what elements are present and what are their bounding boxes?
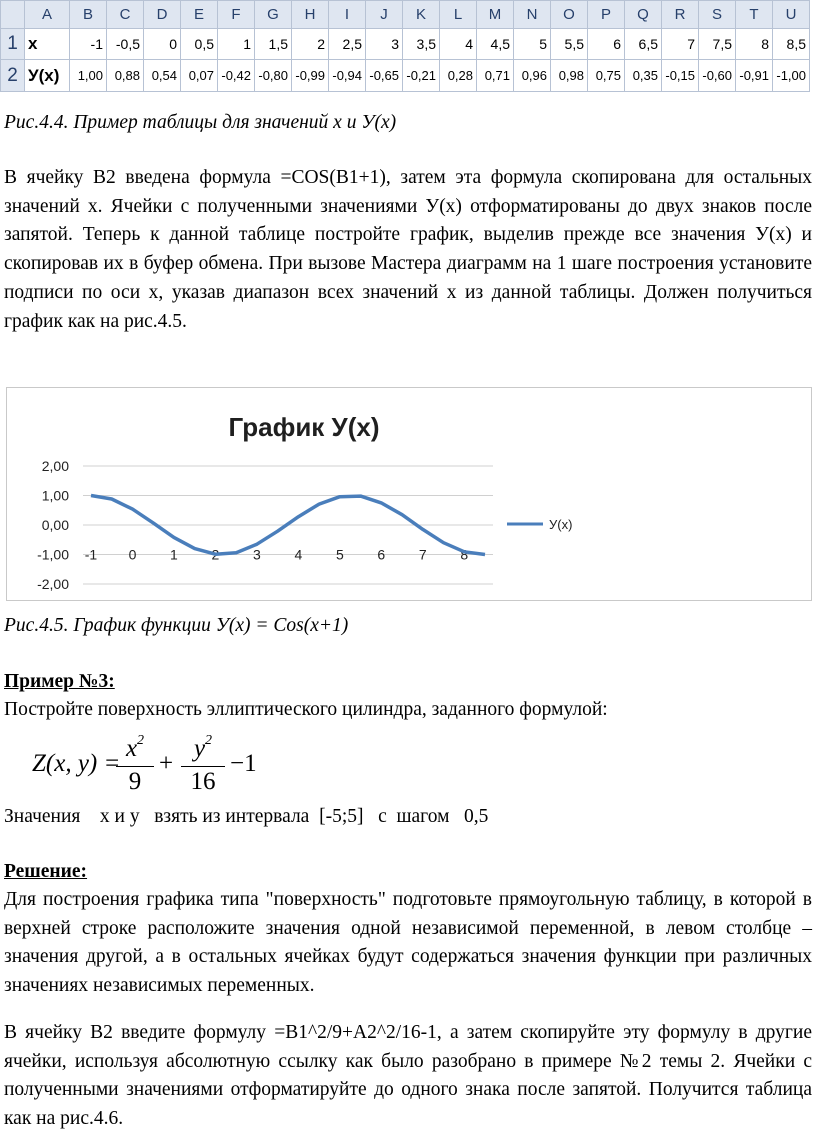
formula-num-y: y xyxy=(193,735,206,762)
legend-label: У(х) xyxy=(549,517,573,532)
formula-den-y: 16 xyxy=(190,768,216,795)
column-header-d[interactable]: D xyxy=(144,1,181,29)
cell-value[interactable]: 0,5 xyxy=(181,29,218,60)
x-tick-label: 1 xyxy=(170,546,178,563)
x-tick-label: 6 xyxy=(377,546,386,563)
cell-value[interactable]: 3,5 xyxy=(403,29,440,60)
cell-value[interactable]: 4 xyxy=(440,29,477,60)
x-tick-label: 0 xyxy=(128,546,137,563)
y-tick-label: 2,00 xyxy=(41,458,69,474)
column-header-b[interactable]: B xyxy=(70,1,107,29)
column-header-s[interactable]: S xyxy=(699,1,736,29)
cell-value[interactable]: -0,5 xyxy=(107,29,144,60)
example-heading: Пример №3: xyxy=(4,671,115,692)
column-header-f[interactable]: F xyxy=(218,1,255,29)
cell-value[interactable]: 5 xyxy=(514,29,551,60)
cell-value[interactable]: 8,5 xyxy=(773,29,810,60)
cell-value[interactable]: 0,28 xyxy=(440,60,477,92)
column-header-o[interactable]: O xyxy=(551,1,588,29)
cell-value[interactable]: 1,5 xyxy=(255,29,292,60)
cell-label[interactable]: x xyxy=(25,29,70,60)
chart-legend xyxy=(507,517,572,532)
column-header-q[interactable]: Q xyxy=(625,1,662,29)
column-header-c[interactable]: C xyxy=(107,1,144,29)
row-header-1[interactable]: 1 xyxy=(1,29,25,60)
formula-den-x: 9 xyxy=(128,768,142,795)
sheet-row-2 xyxy=(1,60,810,92)
values-interval-line: Значения х и у взять из интервала [-5;5] с шагом 0,5 xyxy=(4,806,489,827)
spreadsheet-grid xyxy=(0,0,810,92)
ellipse-formula xyxy=(32,733,312,799)
formula-exp-y: 2 xyxy=(205,733,213,748)
formula-minus-one: −1 xyxy=(230,750,257,777)
column-header-g[interactable]: G xyxy=(255,1,292,29)
chart-title: График У(х) xyxy=(228,412,380,442)
formula-plus: + xyxy=(159,750,174,777)
formula-exp-x: 2 xyxy=(137,733,145,748)
column-header-l[interactable]: L xyxy=(440,1,477,29)
paragraph-formula-copy: В ячейку В2 введите формулу =B1^2/9+A2^2/16-1, а затем скопируйте эту формулу в другие ячейки, используя абсолютную ссылку как было разобрано в примере №2 темы 2. Ячейки с полученными значениями отформатируйте до одного знака после запятой. Получится таблица как на рис.4.6. xyxy=(4,1022,812,1130)
sheet-row-1 xyxy=(1,29,810,60)
column-header-h[interactable]: H xyxy=(292,1,329,29)
figure-caption-4-4: Рис.4.4. Пример таблицы для значений х и У(х) xyxy=(4,112,397,133)
column-header-r[interactable]: R xyxy=(662,1,699,29)
cell-value[interactable]: 0,98 xyxy=(551,60,588,92)
cell-value[interactable]: -0,80 xyxy=(255,60,292,92)
x-tick-label: -1 xyxy=(84,546,98,563)
line-chart xyxy=(7,388,811,600)
cell-value[interactable]: -0,60 xyxy=(699,60,736,92)
figure-caption-4-5: Рис.4.5. График функции У(х) = Cos(х+1) xyxy=(4,615,349,636)
cell-value[interactable]: -0,15 xyxy=(662,60,699,92)
formula-lhs: Z(x, y) = xyxy=(32,750,121,777)
cell-value[interactable]: -0,91 xyxy=(736,60,773,92)
cell-value[interactable]: -0,99 xyxy=(292,60,329,92)
cell-value[interactable]: 6 xyxy=(588,29,625,60)
column-header-u[interactable]: U xyxy=(773,1,810,29)
cell-value[interactable]: 1,00 xyxy=(70,60,107,92)
cell-value[interactable]: 8 xyxy=(736,29,773,60)
chart-y-ticks xyxy=(37,458,69,592)
cell-value[interactable]: 7,5 xyxy=(699,29,736,60)
x-tick-label: 5 xyxy=(335,546,344,563)
cell-value[interactable]: 0,07 xyxy=(181,60,218,92)
x-tick-label: 3 xyxy=(252,546,261,563)
cell-value[interactable]: 3 xyxy=(366,29,403,60)
cell-value[interactable]: -0,21 xyxy=(403,60,440,92)
cell-value[interactable]: -0,94 xyxy=(329,60,366,92)
cell-value[interactable]: 2 xyxy=(292,29,329,60)
y-tick-label: -2,00 xyxy=(37,576,69,592)
x-tick-label: 4 xyxy=(294,546,303,563)
cell-value[interactable]: 4,5 xyxy=(477,29,514,60)
cell-value[interactable]: 7 xyxy=(662,29,699,60)
formula-num-x: x xyxy=(125,735,138,762)
chart-frame xyxy=(6,387,812,601)
cell-value[interactable]: 0,71 xyxy=(477,60,514,92)
example-text: Постройте поверхность эллиптического цилиндра, заданного формулой: xyxy=(4,699,608,720)
paragraph-formula-description: В ячейку В2 введена формула =COS(B1+1), затем эта формула скопирована для остальных значений х. Ячейки с полученными значениями У(х) отформатированы до двух знаков после запятой. Теперь к данной таблице постройте график, выделив прежде все значения У(х) и скопировав их в буфер обмена. При вызове Мастера диаграмм на 1 шаге построения установите подписи по оси х, указав диапазон всех значений х из данной таблицы. Должен получиться график как на рис.4.5. xyxy=(4,167,812,332)
cell-value[interactable]: 0,54 xyxy=(144,60,181,92)
cell-value[interactable]: -1 xyxy=(70,29,107,60)
cell-value[interactable]: 2,5 xyxy=(329,29,366,60)
spreadsheet xyxy=(0,0,816,104)
column-header-t[interactable]: T xyxy=(736,1,773,29)
cell-value[interactable]: 1 xyxy=(218,29,255,60)
solution-heading: Решение: xyxy=(4,861,88,882)
row-header-2[interactable]: 2 xyxy=(1,60,25,92)
y-tick-label: -1,00 xyxy=(37,546,69,563)
x-tick-label: 8 xyxy=(460,546,469,563)
column-header-p[interactable]: P xyxy=(588,1,625,29)
paragraph-surface-table: Для построения графика типа "поверхность" подготовьте прямоугольную таблицу, в которой в верхней строке расположите значения одной независимой переменной, в левом столбце – значения другой, а в остальных ячейках будут содержаться значения функции при различных значениях независимых переменных. xyxy=(4,889,812,997)
cell-value[interactable]: 0,96 xyxy=(514,60,551,92)
cell-value[interactable]: 0,88 xyxy=(107,60,144,92)
column-header-a[interactable]: A xyxy=(25,1,70,29)
cell-value[interactable]: -0,65 xyxy=(366,60,403,92)
cell-label[interactable]: У(х) xyxy=(25,60,70,92)
cell-value[interactable]: 0,35 xyxy=(625,60,662,92)
x-tick-label: 7 xyxy=(418,546,427,563)
column-header-n[interactable]: N xyxy=(514,1,551,29)
column-header-row xyxy=(1,1,810,29)
y-tick-label: 1,00 xyxy=(41,487,69,504)
formula-fraction-x xyxy=(116,733,154,799)
cell-value[interactable]: -0,42 xyxy=(218,60,255,92)
column-header-e[interactable]: E xyxy=(181,1,218,29)
cell-value[interactable]: 0,75 xyxy=(588,60,625,92)
cell-value[interactable]: 6,5 xyxy=(625,29,662,60)
y-tick-label: 0,00 xyxy=(41,517,69,533)
column-header-k[interactable]: K xyxy=(403,1,440,29)
cell-value[interactable]: 5,5 xyxy=(551,29,588,60)
cell-value[interactable]: -1,00 xyxy=(773,60,810,92)
corner-cell xyxy=(1,1,25,29)
column-header-j[interactable]: J xyxy=(366,1,403,29)
x-tick-label: 2 xyxy=(211,546,220,563)
column-header-m[interactable]: M xyxy=(477,1,514,29)
column-header-i[interactable]: I xyxy=(329,1,366,29)
formula-fraction-y xyxy=(181,733,225,799)
cell-value[interactable]: 0 xyxy=(144,29,181,60)
